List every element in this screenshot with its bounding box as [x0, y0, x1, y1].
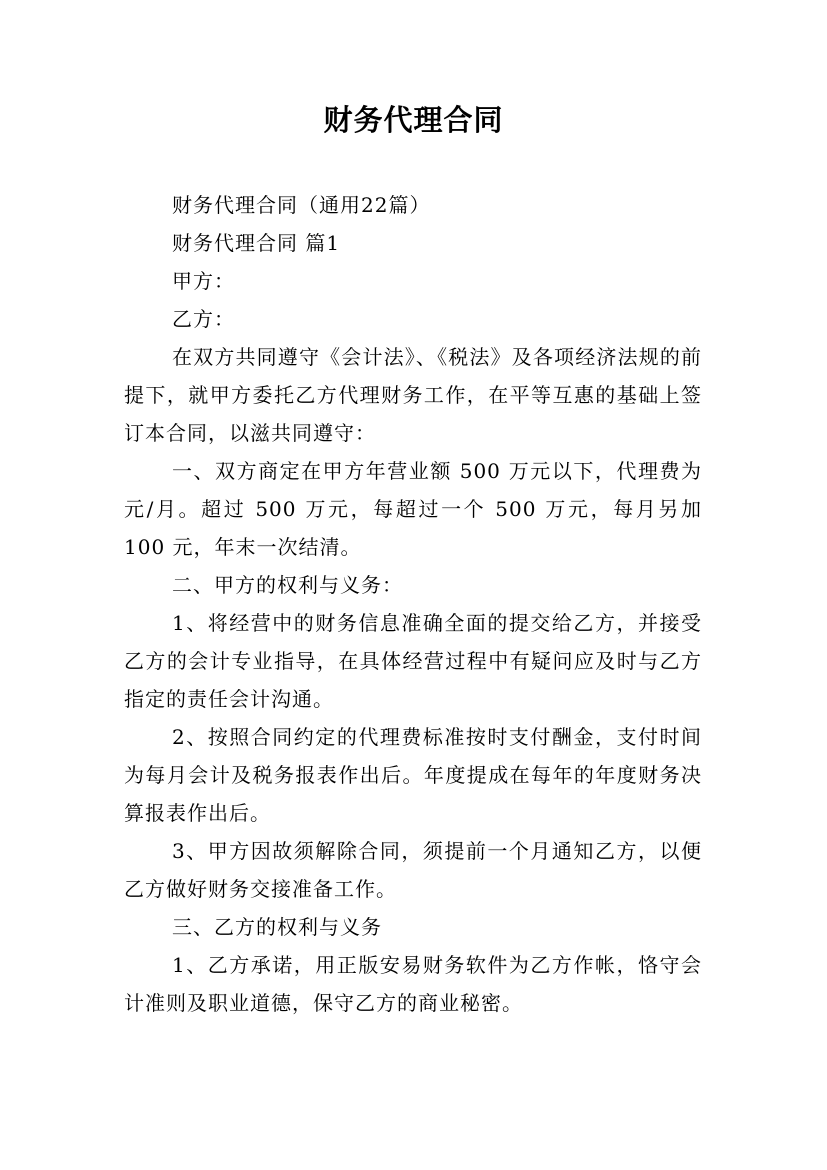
paragraph: 二、甲方的权利与义务： [172, 573, 403, 597]
paragraph: 财务代理合同 篇1 [172, 231, 341, 255]
paragraph: 在双方共同遵守《会计法》、《税法》及各项经济法规的前提下，就甲方委托乙方代理财务工作，在平等互惠的基础上签订本合同，以滋共同遵守： [124, 345, 702, 445]
paragraph: 乙方： [172, 307, 235, 331]
paragraph: 2、按照合同约定的代理费标准按时支付酬金，支付时间为每月会计及税务报表作出后。年度提成在每年的年度财务决算报表作出后。 [124, 725, 702, 825]
document-body [124, 186, 702, 1022]
paragraph: 一、双方商定在甲方年营业额 500 万元以下，代理费为 元/月。超过 500 万元，每超过一个 500 万元，每月另加 100 元，年末一次结清。 [124, 459, 702, 559]
paragraph: 甲方： [172, 269, 235, 293]
paragraph: 1、乙方承诺，用正版安易财务软件为乙方作帐，恪守会计准则及职业道德，保守乙方的商业秘密。 [124, 953, 702, 1015]
document-title: 财务代理合同 [323, 103, 504, 137]
paragraph: 1、将经营中的财务信息准确全面的提交给乙方，并接受乙方的会计专业指导，在具体经营过程中有疑问应及时与乙方指定的责任会计沟通。 [124, 611, 702, 711]
paragraph: 三、乙方的权利与义务 [172, 915, 382, 939]
paragraph: 财务代理合同（通用22篇） [172, 193, 431, 217]
paragraph: 3、甲方因故须解除合同，须提前一个月通知乙方，以便乙方做好财务交接准备工作。 [124, 839, 702, 901]
